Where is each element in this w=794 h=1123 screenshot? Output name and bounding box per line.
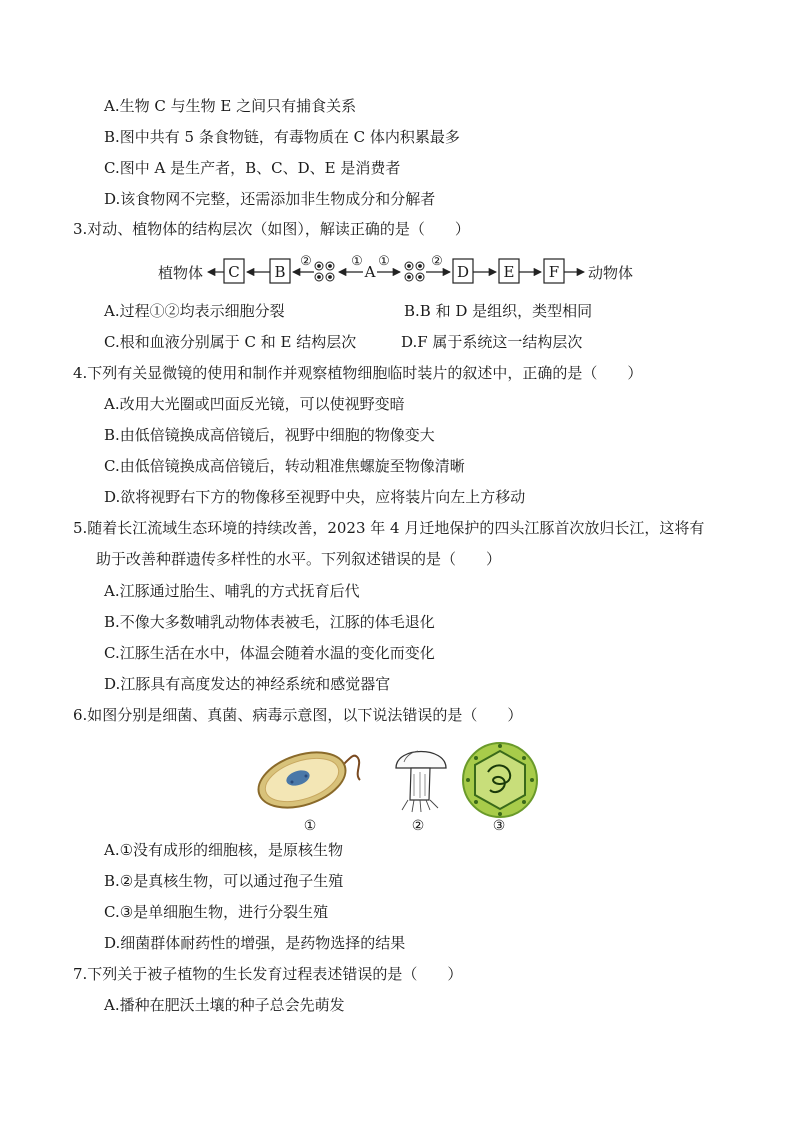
figure-label-2: ②	[411, 818, 425, 834]
bacterium-illustration	[254, 742, 360, 817]
q2-option-b: B.图中共有 5 条食物链，有毒物质在 C 体内积累最多	[104, 128, 460, 146]
box-c-label: C	[228, 263, 240, 281]
q2-option-d: D.该食物网不完整，还需添加非生物成分和分解者	[104, 190, 436, 208]
q5-option-d: D.江豚具有高度发达的神经系统和感觉器官	[104, 675, 391, 693]
figure-label-1: ①	[303, 818, 317, 834]
q6-option-b: B.②是真核生物，可以通过孢子生殖	[104, 872, 344, 890]
q2-option-c: C.图中 A 是生产者，B、C、D、E 是消费者	[104, 159, 401, 177]
mark-2-right: ②	[431, 254, 443, 269]
microbe-figure	[254, 738, 544, 834]
q4-stem: 4.下列有关显微镜的使用和制作并观察植物细胞临时装片的叙述中，正确的是（ ）	[73, 364, 643, 382]
q4-option-d: D.欲将视野右下方的物像移至视野中央，应将装片向左上方移动	[104, 488, 526, 506]
q6-option-d: D.细菌群体耐药性的增强，是药物选择的结果	[104, 934, 406, 952]
q3-option-d: D.F 属于系统这一结构层次	[401, 333, 583, 351]
q5-stem-line1: 5.随着长江流域生态环境的持续改善，2023 年 4 月迁地保护的四头江豚首次放归长江，这将有	[73, 519, 705, 537]
q5-option-a: A.江豚通过胎生、哺乳的方式抚育后代	[104, 582, 360, 600]
q7-stem: 7.下列关于被子植物的生长发育过程表述错误的是（ ）	[73, 965, 463, 983]
box-d-label: D	[456, 263, 470, 281]
q4-option-b: B.由低倍镜换成高倍镜后，视野中细胞的物像变大	[104, 426, 435, 444]
q3-stem: 3.对动、植物体的结构层次（如图），解读正确的是（ ）	[73, 220, 470, 238]
q7-option-a: A.播种在肥沃土壤的种子总会先萌发	[104, 996, 345, 1014]
q3-option-b: B.B 和 D 是组织，类型相同	[404, 302, 593, 320]
q6-stem: 6.如图分别是细菌、真菌、病毒示意图，以下说法错误的是（ ）	[73, 706, 523, 724]
box-e-label: E	[503, 263, 515, 281]
box-b-label: B	[274, 263, 286, 281]
structure-level-diagram	[158, 254, 638, 290]
q5-stem-line2: 助于改善种群遗传多样性的水平。下列叙述错误的是（ ）	[96, 550, 502, 568]
virus-illustration	[463, 743, 537, 817]
mark-2-left: ②	[300, 254, 312, 269]
mark-1-right: ①	[378, 254, 390, 269]
cell-cluster-right	[405, 262, 424, 281]
q3-option-a: A.过程①②均表示细胞分裂	[104, 302, 285, 320]
q6-option-c: C.③是单细胞生物，进行分裂生殖	[104, 903, 329, 921]
q5-option-b: B.不像大多数哺乳动物体表被毛，江豚的体毛退化	[104, 613, 435, 631]
mushroom-illustration	[396, 751, 446, 812]
q2-option-a: A.生物 C 与生物 E 之间只有捕食关系	[104, 97, 357, 115]
plant-body-label: 植物体	[158, 264, 204, 282]
mark-1-left: ①	[351, 254, 363, 269]
q6-option-a: A.①没有成形的细胞核，是原核生物	[104, 841, 344, 859]
q4-option-c: C.由低倍镜换成高倍镜后，转动粗准焦螺旋至物像清晰	[104, 457, 465, 475]
cell-cluster-left	[315, 262, 334, 281]
box-f-label: F	[548, 263, 560, 281]
center-a-label: A	[364, 263, 376, 281]
q4-option-a: A.改用大光圈或凹面反光镜，可以使视野变暗	[104, 395, 405, 413]
animal-body-label: 动物体	[588, 264, 634, 282]
q3-option-c: C.根和血液分别属于 C 和 E 结构层次	[104, 333, 357, 351]
figure-label-3: ③	[492, 818, 506, 834]
q5-option-c: C.江豚生活在水中，体温会随着水温的变化而变化	[104, 644, 435, 662]
